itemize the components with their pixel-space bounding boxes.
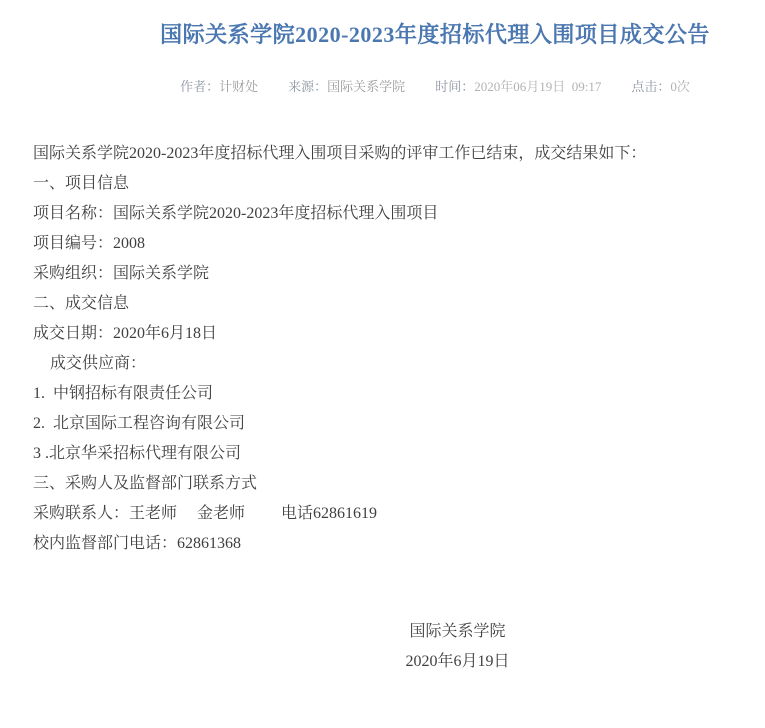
article-header (105, 0, 765, 95)
intro-line: 国际关系学院2020-2023年度招标代理入围项目采购的评审工作已结束，成交结果如下： (33, 145, 647, 162)
section-1-heading: 一、项目信息 (33, 175, 130, 192)
contact-line: 采购联系人：王老师 金老师 电话62861619 (33, 505, 378, 522)
suppliers-label-line: 成交供应商： (50, 355, 147, 372)
section-3-heading: 三、采购人及监督部门联系方式 (33, 475, 258, 492)
section-2-heading: 二、成交信息 (33, 295, 130, 312)
deal-date-line: 成交日期：2020年6月18日 (33, 325, 218, 342)
supervision-line: 校内监督部门电话：62861368 (33, 535, 242, 552)
meta-time (435, 78, 601, 95)
meta-time-value: 2020年06月19日 09:17 (474, 79, 602, 94)
meta-author (180, 78, 258, 95)
meta-author-label: 作者： (180, 79, 220, 94)
project-number-line: 项目编号：2008 (33, 235, 146, 252)
supplier-item: 2. 北京国际工程咨询有限公司 (33, 415, 246, 432)
signature-block (0, 617, 765, 677)
meta-clicks-label: 点击： (631, 79, 671, 94)
meta-source-label: 来源： (288, 79, 328, 94)
meta-clicks (631, 78, 690, 95)
project-name-line: 项目名称：国际关系学院2020-2023年度招标代理入围项目 (33, 205, 439, 222)
meta-source-value: 国际关系学院 (327, 79, 406, 94)
signature-org: 国际关系学院 (409, 623, 506, 640)
supplier-item: 1. 中钢招标有限责任公司 (33, 385, 214, 402)
article-meta-row (105, 78, 765, 95)
meta-author-value: 计财处 (219, 79, 259, 94)
purchase-org-line: 采购组织：国际关系学院 (33, 265, 210, 282)
article-body (33, 139, 737, 559)
meta-source (288, 78, 405, 95)
meta-clicks-value: 0次 (670, 79, 690, 94)
supplier-item: 3 .北京华采招标代理有限公司 (33, 445, 242, 462)
page-title: 国际关系学院2020-2023年度招标代理入围项目成交公告 (160, 22, 710, 47)
meta-time-label: 时间： (435, 79, 475, 94)
signature-date: 2020年6月19日 (405, 653, 510, 670)
